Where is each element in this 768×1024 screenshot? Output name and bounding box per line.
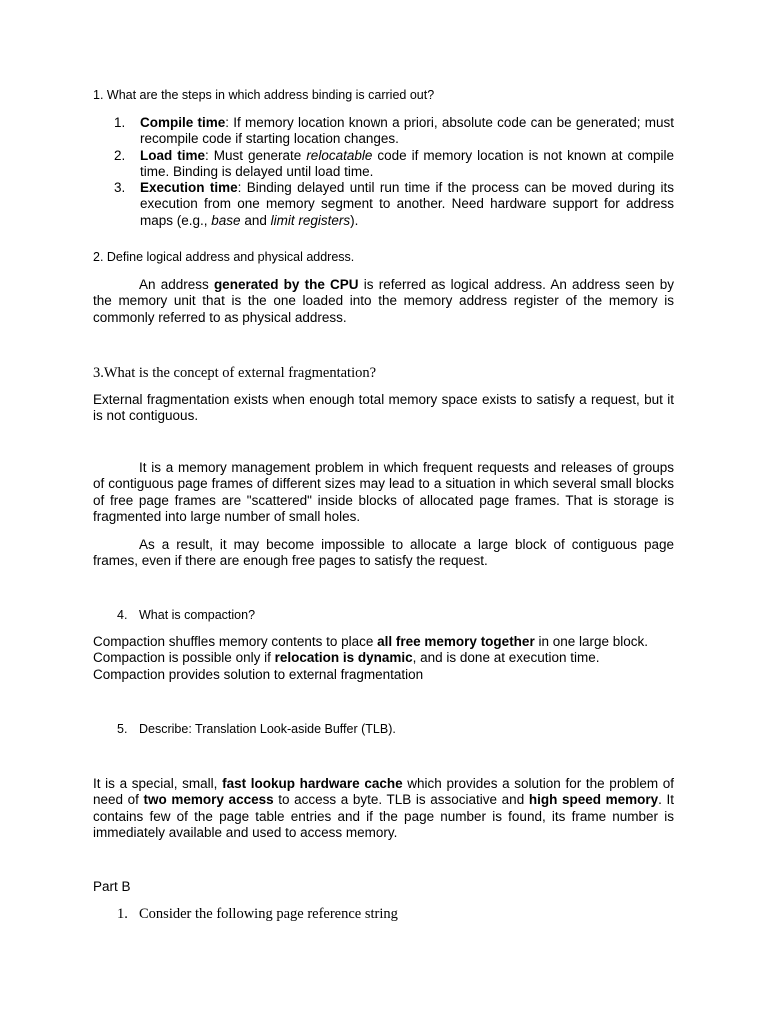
q3-paragraph-1: External fragmentation exists when enough total memory space exists to satisfy a request, but it is not contiguous.	[93, 392, 674, 424]
q2-question: 2. Define logical address and physical address.	[93, 250, 355, 264]
term-compile-time: Compile time	[140, 115, 226, 130]
list-item: 2. Load time: Must generate relocatable code if memory location is not known at compile time. Binding is delayed until load time.	[114, 147, 674, 179]
q3-paragraph-2: It is a memory management problem in which frequent requests and releases of groups of contiguous page frames of different sizes may lead to a situation in which several small blocks of free page frames are "scattered" inside blocks of allocated page frames. That is storage is fragmented into large number of small holes.	[93, 460, 674, 524]
list-item: 3. Execution time: Binding delayed until run time if the process can be moved during its execution from one memory segment to another. Need hardware support for address maps (e.g., base and limit registers).	[114, 180, 674, 228]
term-load-time: Load time	[140, 147, 206, 163]
q1-question: 1. What are the steps in which address binding is carried out?	[93, 88, 435, 102]
q5-question: Describe: Translation Look-aside Buffer (TLB).	[139, 722, 396, 736]
q4-answer: Compaction shuffles memory contents to place all free memory together in one large block. Compaction is possible only if relocation is dynamic, and is done at execution time. Compaction provides solution to external fragmentation	[93, 634, 649, 682]
q5-number: 5.	[117, 722, 128, 736]
list-number: 2.	[114, 147, 126, 163]
term-execution-time: Execution time	[140, 180, 238, 196]
q4-number: 4.	[117, 608, 128, 622]
q1-steps-list	[114, 115, 674, 229]
step-text: If memory location known a priori, absolute code can be generated; must recompile code if starting location changes.	[140, 115, 674, 147]
q3-question: 3.What is the concept of external fragmentation?	[93, 365, 377, 381]
q5-answer: It is a special, small, fast lookup hardware cache which provides a solution for the problem of need of two memory access to access a byte. TLB is associative and high speed memory. It contains few of the page table entries and if the page number is found, its frame number is immediately available and used to access memory.	[93, 776, 674, 840]
q3-paragraph-3: As a result, it may become impossible to allocate a large block of contiguous page frames, even if there are enough free pages to satisfy the request.	[93, 537, 674, 569]
list-number: 3.	[114, 180, 126, 196]
list-item: 1. Compile time: If memory location known a priori, absolute code can be generated; must recompile code if starting location changes.	[114, 115, 674, 147]
part-b-item: Consider the following page reference string	[139, 906, 398, 922]
q4-question: What is compaction?	[139, 608, 256, 622]
part-b-number: 1.	[117, 906, 128, 922]
part-b-title: Part B	[93, 879, 131, 894]
q2-answer: An address generated by the CPU is referred as logical address. An address seen by the memory unit that is the one loaded into the memory address register of the memory is commonly referred to as physical address.	[93, 277, 674, 325]
list-number: 1.	[114, 115, 126, 130]
